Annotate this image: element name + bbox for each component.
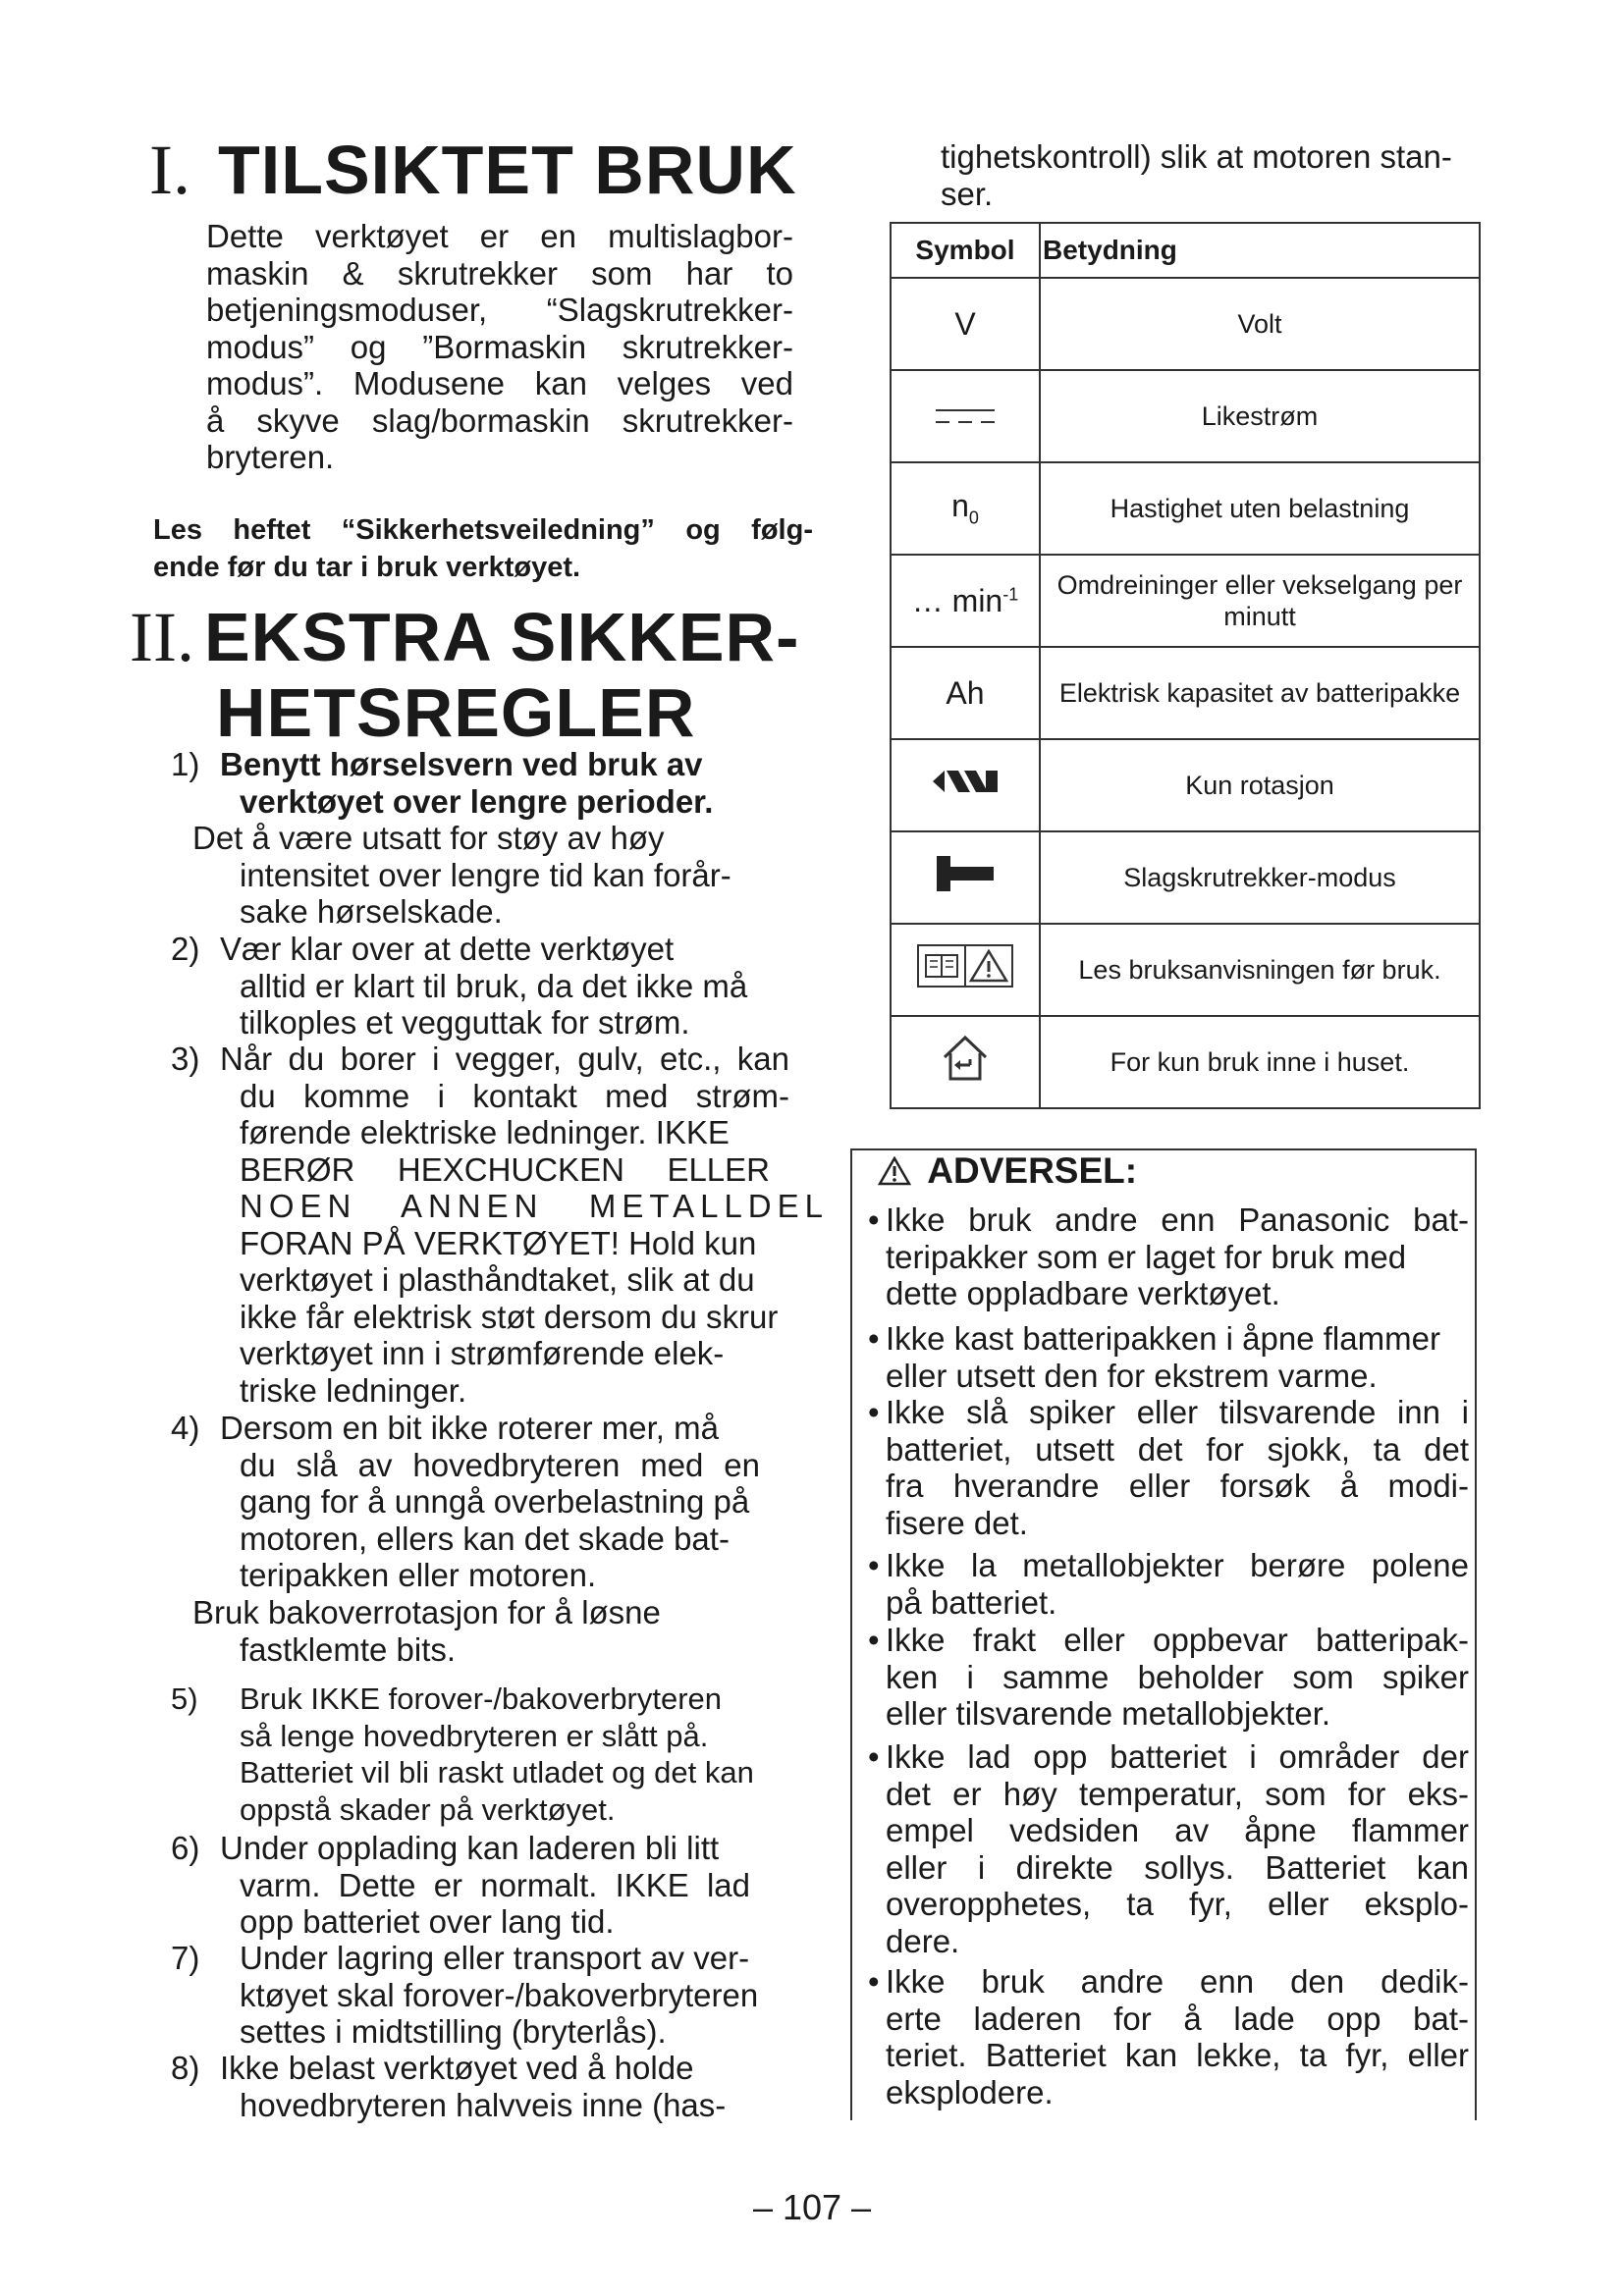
symbol-cell [891,1016,1040,1108]
table-row [891,462,1480,555]
rule-line: førende elektriske ledninger. IKKE [240,1114,730,1150]
bullet-line: Ikke frakt eller oppbevar batteripak- [886,1622,1469,1658]
rule-number: 5) [171,1682,198,1716]
rule-line: fastklemte bits. [240,1630,457,1668]
rule-number: 4) [171,1410,200,1446]
rule-line: BERØR HEXCHUCKEN ELLER [240,1150,770,1188]
bullet-line: fra hverandre eller forsøk å modi- [886,1468,1469,1504]
bullet-line: eksplodere. [886,2073,1054,2110]
warning-triangle-icon [878,1156,911,1186]
rule-number: 6) [171,1830,200,1866]
paragraph-line: å skyve slag/bormaskin skrutrekker- [206,401,793,439]
meaning-cell: Likestrøm [1040,370,1480,462]
bullet-line: fisere det. [886,1504,1028,1541]
section-2-roman: II. [130,598,194,676]
bullet-line: eller i direkte sollys. Batteriet kan [886,1848,1469,1886]
rule-line: verktøyet i plasthåndtaket, slik at du [240,1261,755,1298]
direct-current-icon [934,405,997,427]
bullet-line: overopphetes, ta fyr, eller eksplo- [886,1886,1469,1922]
paragraph-line: Dette verktøyet er en multislagbor- [206,218,793,254]
warning-heading [878,1150,1137,1192]
rule-number: 2) [171,931,200,967]
no-load-speed-symbol: $n_0$ [951,488,979,528]
symbol-cell [891,462,1040,555]
table-row [891,1016,1480,1108]
rule-line: Batteriet vil bli raskt utladet og det kan [240,1755,754,1789]
meaning-cell: Elektrisk kapasitet av batteripakke [1040,647,1480,739]
table-row [891,831,1480,924]
continuation-line: tighetskontroll) slik at motoren stan- [941,138,1452,175]
table-row [891,739,1480,831]
rule-item-8 [171,2050,799,2123]
rule-line: Vær klar over at dette verktøyet [220,931,675,967]
drill-rotation-icon [931,767,1000,796]
rule-number: 1) [171,746,200,782]
item-8-continuation [941,138,1490,212]
bullet-line: eller tilsvarende metallobjekter. [886,1695,1331,1732]
volt-symbol: V [954,305,976,342]
warning-bullet-7: • Ikke bruk andre enn den dedik- erte laderen for å lade opp bat- teriet. Batteriet kan lekke, ta fyr, eller eksplodere. [868,1963,1469,2110]
per-minute-symbol: … $\min^{-1}$ [911,582,1019,618]
section-2-title-line2: HETSREGLER [216,674,696,751]
symbol-header: Symbol [891,223,1040,278]
symbol-cell [891,831,1040,924]
table-row [891,924,1480,1016]
continuation-line: ser. [941,175,994,212]
paragraph-line: modus” og ”Bormaskin skrutrekker- [206,328,793,365]
safety-notice [153,511,813,586]
rule-line: NOEN ANNEN METALLDEL [240,1188,829,1224]
section-1-roman: I. [149,131,190,209]
rule-line: tilkoples et vegguttak for strøm. [240,1004,690,1041]
rule-line: så lenge hovedbryteren er slått på. [240,1718,709,1753]
symbol-cell [891,370,1040,462]
section-1-paragraph [206,218,793,476]
warning-bullet-4: • Ikke la metallobjekter berøre polene på batteriet. [868,1547,1469,1621]
bullet-line: Ikke la metallobjekter berøre polene [886,1547,1469,1583]
bullet-line: erte laderen for å lade opp bat- [886,2000,1469,2037]
rule-line: opp batteriet over lang tid. [240,1903,615,1940]
rule-item-4 [171,1410,799,1594]
rule-item-4-detail [192,1594,821,1668]
symbol-cell [891,647,1040,739]
rule-line: ktøyet skal forover-/bakoverbryteren [240,1976,759,2013]
rule-item-2 [171,931,799,1041]
bullet-line: dere. [886,1922,960,1959]
section-1-heading [149,130,797,211]
bullet-line: empel vedsiden av åpne flammer [886,1812,1469,1848]
warning-bullet-3: • Ikke slå spiker eller tilsvarende inn i batteriet, utsett det for sjokk, ta det fra hverandre eller forsøk å modi- fisere det. [868,1394,1469,1541]
table-row [891,278,1480,370]
bullet-line: teripakker som er laget for bruk med [886,1238,1407,1275]
meaning-cell: For kun bruk inne i huset. [1040,1016,1480,1108]
symbol-cell [891,924,1040,1016]
rule-item-3 [171,1041,833,1409]
bullet-line: teriet. Batteriet kan lekke, ta fyr, eller [886,2037,1469,2073]
table-row [891,555,1480,647]
bullet-line: Ikke bruk andre enn Panasonic bat- [886,1201,1469,1238]
rule-line: ikke får elektrisk støt dersom du skrur [240,1298,779,1335]
rule-line: Bruk bakoverrotasjon for å løsne [192,1594,661,1630]
rule-line: du slå av hovedbryteren med en [240,1446,760,1483]
symbol-cell [891,555,1040,647]
rule-item-6 [171,1830,799,1941]
meaning-cell: Volt [1040,278,1480,370]
bullet-line: på batteriet. [886,1583,1057,1621]
rule-line: motoren, ellers kan det skade bat- [240,1520,730,1557]
symbol-cell [891,278,1040,370]
section-2-heading [130,597,817,752]
symbol-table-header [891,223,1480,278]
rule-line: Det å være utsatt for støy av høy [192,820,665,856]
rule-line: Under opplading kan laderen bli litt [220,1830,720,1866]
rule-line: alltid er klart til bruk, da det ikke må [240,967,748,1004]
read-manual-warning-icon [916,943,1014,988]
rule-line: settes i midtstilling (bryterlås). [240,2013,667,2050]
rule-line: varm. Dette er normalt. IKKE lad [240,1866,750,1903]
rule-line: Når du borer i vegger, gulv, etc., kan [220,1041,789,1077]
rule-item-1 [171,746,833,820]
rule-line: intensitet over lengre tid kan forår- [240,856,731,893]
notice-line: Les heftet “Sikkerhetsveiledning” og følg- [153,514,813,546]
warning-title: ADVERSEL: [927,1150,1138,1191]
table-row [891,647,1480,739]
rule-line: Benytt hørselsvern ved bruk av [220,746,703,782]
notice-line: ende før du tar i bruk verktøyet. [153,552,581,583]
rule-line: Under lagring eller transport av ver- [240,1940,750,1976]
bullet-line: Ikke slå spiker eller tilsvarende inn i [886,1394,1469,1430]
meaning-cell: Les bruksanvisningen før bruk. [1040,924,1480,1016]
rule-line: teripakken eller motoren. [240,1557,597,1593]
bullet-line: Ikke kast batteripakken i åpne flammer [886,1320,1440,1357]
rule-line: verktøyet over lengre perioder. [240,782,714,820]
rule-item-1-detail [192,820,821,931]
meaning-header: Betydning [1040,223,1480,278]
rule-number: 8) [171,2050,200,2086]
rule-line: hovedbryteren halvveis inne (has- [240,2086,727,2123]
rule-line: oppstå skader på verktøyet. [240,1791,616,1827]
bullet-line: Ikke lad opp batteriet i områder der [886,1738,1469,1775]
rule-line: gang for å unngå overbelastning på [240,1483,750,1520]
rule-line: sake hørselskade. [240,893,503,930]
rule-line: verktøyet inn i strømførende elek- [240,1335,725,1371]
rule-line: Bruk IKKE forover-/bakoverbryteren [240,1682,723,1716]
meaning-cell: Slagskrutrekker-modus [1040,831,1480,924]
bullet-line: batteriet, utsett det for sjokk, ta det [886,1430,1469,1468]
paragraph-line: maskin & skrutrekker som har to [206,254,793,292]
indoor-use-house-icon [941,1034,990,1083]
bullet-line: det er høy temperatur, som for eks- [886,1775,1469,1812]
rule-line: du komme i kontakt med strøm- [240,1077,789,1114]
symbol-cell [891,739,1040,831]
rule-line: Dersom en bit ikke roterer mer, må [220,1410,719,1446]
rule-line: Ikke belast verktøyet ved å holde [220,2050,694,2086]
section-1-title: TILSIKTET BRUK [217,132,797,208]
bullet-line: Ikke bruk andre enn den dedik- [886,1963,1469,2000]
section-2-title-line1: EKSTRA SIKKER- [203,599,800,675]
hammer-icon [933,852,998,895]
warning-bullet-6: • Ikke lad opp batteriet i områder der det er høy temperatur, som for eks- empel vedsiden av åpne flammer eller i direkte sollys. Batteriet kan overopphetes, ta fyr, eller eksplo- dere. [868,1738,1469,1959]
warning-bullet-2: • Ikke kast batteripakken i åpne flammer eller utsett den for ekstrem varme. [868,1320,1469,1394]
page-number: – 107 – [752,2187,872,2227]
rule-line: triske ledninger. [240,1371,467,1409]
rule-number: 3) [171,1041,200,1077]
bullet-line: ken i samme beholder som spiker [886,1658,1469,1695]
rule-item-5 [171,1681,833,1828]
amp-hour-symbol: Ah [946,674,985,711]
rule-item-7 [171,1940,833,2051]
warning-bullet-1: • Ikke bruk andre enn Panasonic bat- teripakker som er laget for bruk med dette oppladbare verktøyet. [868,1201,1469,1311]
bullet-line: dette oppladbare verktøyet. [886,1275,1280,1311]
paragraph-line: betjeningsmoduser, “Slagskrutrekker- [206,292,793,328]
paragraph-line: modus”. Modusene kan velges ved [206,365,793,401]
meaning-cell: Omdreininger eller vekselgang per minutt [1040,555,1480,647]
symbol-table [890,222,1481,1109]
paragraph-line: bryteren. [206,439,335,475]
bullet-line: eller utsett den for ekstrem varme. [886,1357,1378,1394]
warning-bullet-5: • Ikke frakt eller oppbevar batteripak- ken i samme beholder som spiker eller tilsvarende metallobjekter. [868,1622,1469,1732]
rule-number: 7) [171,1940,200,1976]
rule-line: FORAN PÅ VERKTØYET! Hold kun [240,1224,757,1261]
meaning-cell: Kun rotasjon [1040,739,1480,831]
table-row [891,370,1480,462]
meaning-cell: Hastighet uten belastning [1040,462,1480,555]
